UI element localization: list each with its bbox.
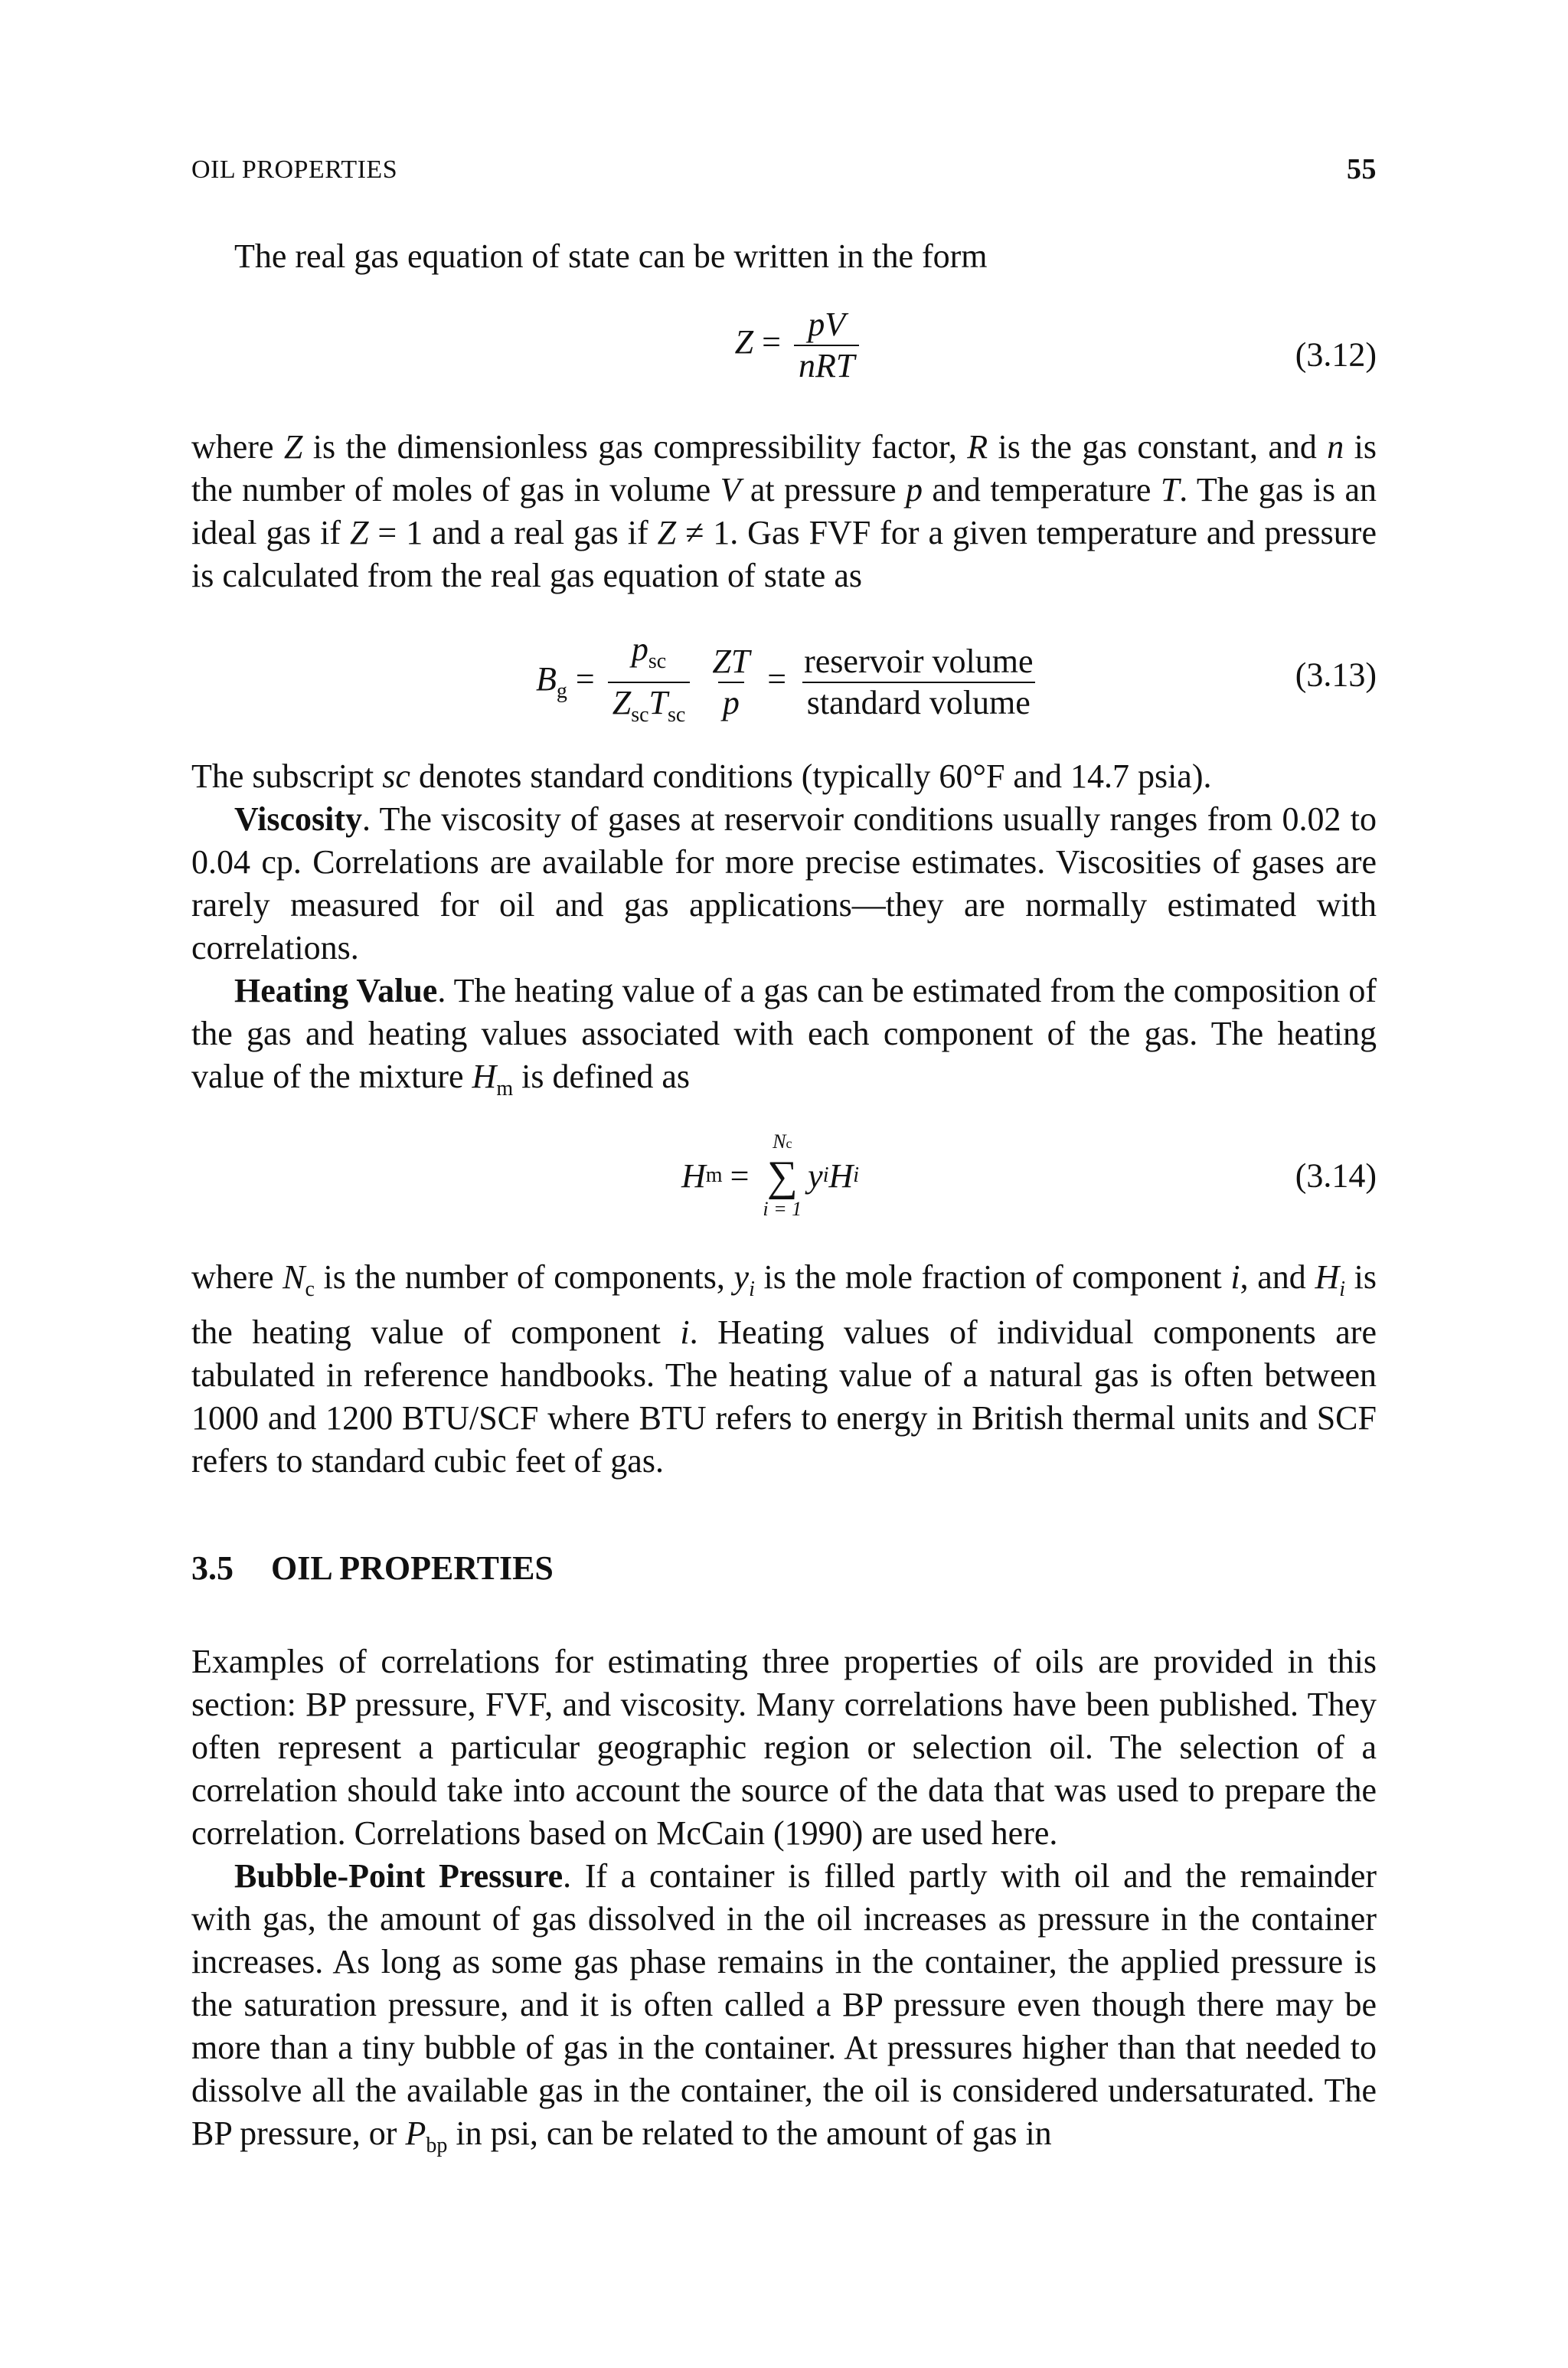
equation-3-12	[191, 305, 1377, 404]
paragraph-oil-correlations: Examples of correlations for estimating three properties of oils are provided in this section: BP pressure, FVF, and viscosity. Many correlations have been published. They often represent a particular geographic region or selection oil. The selection of a correlation should take into account the source of the data that was used to prepare the correlation. Correlations based on McCain (1990) are used here.	[191, 1643, 1377, 1852]
heating-value-heading: Heating Value	[234, 972, 438, 1009]
viscosity-heading: Viscosity	[234, 800, 363, 838]
eq-equals: =	[762, 323, 781, 361]
eq-fraction	[794, 305, 859, 386]
page-number: 55	[1347, 153, 1377, 185]
bubble-point-heading: Bubble-Point Pressure	[234, 1857, 564, 1895]
eq-fraction-3: $\frac{\text{reservoir volume}}{\text{standard volume}}$	[799, 642, 1037, 723]
eq-numerator: pV	[808, 306, 846, 343]
equation-number: (3.12)	[1295, 335, 1377, 374]
paragraph-components: where $N_c$ is the number of components, $y_i$ is the mole fraction of component i, and $H_i$ is the heating value of component i. Heating values of individual components are tabulated in reference handbooks. The heating value of a natural gas is often between 1000 and 1200 BTU/SCF where BTU refers to energy in British thermal units and SCF refers to standard cubic feet of gas.	[191, 1258, 1377, 1480]
paragraph-bubble-point: Bubble-Point Pressure. If a container is filled partly with oil and the remainder with gas, the amount of gas dissolved in the oil increases as pressure in the container increases. As long as some gas phase remains in the container, the applied pressure is the saturation pressure, and it is often called a BP pressure even though there may be more than a tiny bubble of gas in the container. At pressures higher than that needed to dissolve all the available gas in the container, the oil is considered undersaturated. The BP pressure, or $P_{bp}$ in psi, can be related to the amount of gas in	[191, 1857, 1377, 2157]
paragraph-subscript: The subscript sc denotes standard conditions (typically 60°F and 14.7 psia).	[191, 757, 1212, 795]
paragraph-z-factor: where Z is the dimensionless gas compressibility factor, R is the gas constant, and n is the number of moles of gas in volume V at pressure p and temperature T. The gas is an ideal gas if Z = 1 and a real gas if Z ≠ 1. Gas FVF for a given temperature and pressure is calculated from the real gas equation of state as	[191, 428, 1377, 594]
summation-sign: Nc ∑ i = 1	[763, 1130, 802, 1220]
equation-number: (3.13)	[1295, 656, 1377, 694]
eq-fraction-2: $\frac{ZT}{p}$	[712, 643, 750, 721]
running-title: OIL PROPERTIES	[191, 155, 398, 184]
paragraph-heating-value: Heating Value. The heating value of a gas can be estimated from the composition of the gas and heating values associated with each component of the gas. The heating value of the mixture $H_m$ is defined as	[191, 972, 1377, 1101]
section-number: 3.5	[191, 1549, 234, 1587]
section-title: OIL PROPERTIES	[271, 1549, 554, 1587]
eq-lhs: B	[536, 660, 557, 698]
eq-lhs: Z	[734, 323, 754, 361]
equation-number: (3.14)	[1295, 1156, 1377, 1195]
equation-3-14: H m = Nc ∑ i = 1 y i H i (3.14)	[681, 1130, 1377, 1220]
eq-denominator: nRT	[794, 345, 859, 386]
equation-3-13: $B_g$ = $\frac{p_{sc}}{Z_{sc}T_{sc}}$ $\frac{ZT}{p}$ = $\frac{\text{reservoir volume}}{\text{standard volume}}$ (3.13)	[191, 617, 1377, 732]
section-heading	[191, 1549, 554, 1588]
paragraph-intro: The real gas equation of state can be written in the form	[234, 237, 988, 275]
eq-fraction-1: $\frac{p_{sc}}{Z_{sc}T_{sc}}$	[608, 630, 691, 735]
paragraph-viscosity: Viscosity. The viscosity of gases at reservoir conditions usually ranges from 0.02 to 0.04 cp. Correlations are available for more precise estimates. Viscosities of gases are rarely measured for oil and gas applications—they are normally estimated with correlations.	[191, 800, 1377, 966]
